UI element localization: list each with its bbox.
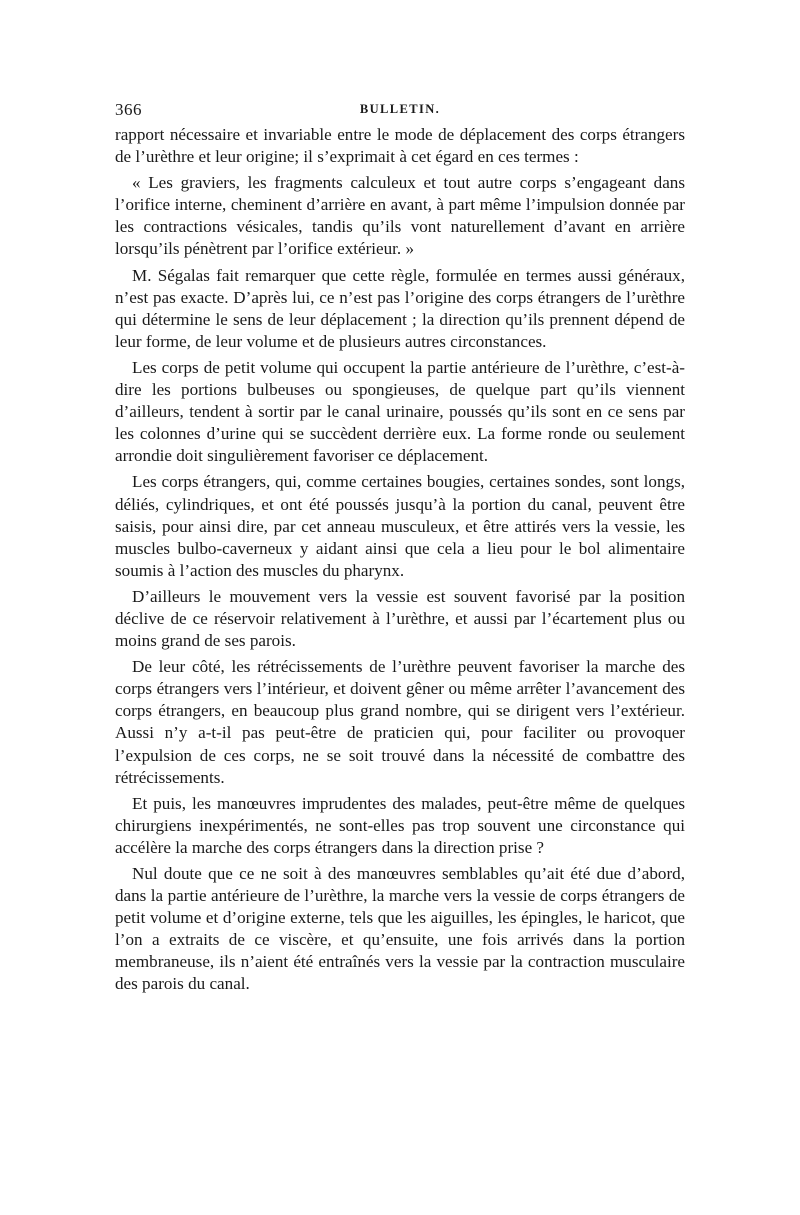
running-title: BULLETIN.	[359, 102, 441, 116]
paragraph: Nul doute que ce ne soit à des manœuvres semblables qu’ait été due d’abord, dans la partie antérieure de l’urèthre, la marche vers la vessie de corps étrangers de petit volume et d’origine externe, tels que les aiguilles, les épingles, le haricot, que l’on a extraits de ce viscère, et qu’ensuite, une fois arrivés dans la portion membraneuse, ils n’aient été entraînés vers la vessie par la contraction musculaire des parois du canal.	[115, 864, 685, 994]
running-header	[115, 96, 685, 124]
body-text	[115, 124, 685, 996]
paragraph: De leur côté, les rétrécissements de l’urèthre peuvent favoriser la marche des corps étrangers vers l’intérieur, et doivent gêner ou même arrêter l’avancement des corps étrangers, en beaucoup plus grand nombre, qui se dirigent vers l’extérieur. Aussi n’y a-t-il pas peut-être de praticien qui, pour faciliter ou provoquer l’expulsion de ces corps, ne se soit trouvé dans la nécessité de combattre des rétrécissements.	[115, 657, 685, 787]
page-number: 366	[115, 100, 142, 119]
paragraph: M. Ségalas fait remarquer que cette règle, formulée en termes aussi généraux, n’est pas exacte. D’après lui, ce n’est pas l’origine des corps étrangers de l’urèthre qui détermine le sens de leur déplacement ; la direction qu’ils prennent dépend de leur forme, de leur volume et de plusieurs autres circonstances.	[115, 265, 685, 351]
paragraph: Et puis, les manœuvres imprudentes des malades, peut-être même de quelques chirurgiens inexpérimentés, ne sont-elles pas trop souvent une circonstance qui accélère la marche des corps étrangers dans la direction prise ?	[115, 793, 685, 857]
paragraph: D’ailleurs le mouvement vers la vessie est souvent favorisé par la position déclive de ce réservoir relativement à l’urèthre, et aussi par l’écartement plus ou moins grand de ses parois.	[115, 586, 685, 651]
paragraph: rapport nécessaire et invariable entre le mode de déplacement des corps étrangers de l’urèthre et leur origine; il s’exprimait à cet égard en ces termes :	[115, 125, 685, 167]
paragraph: « Les graviers, les fragments calculeux et tout autre corps s’engageant dans l’orifice interne, cheminent d’arrière en avant, à part même l’impulsion donnée par les contractions vésicales, tandis qu’ils vont naturellement d’avant en arrière lorsqu’ils pénètrent par l’orifice extérieur. »	[115, 173, 685, 259]
document-page	[115, 96, 685, 1000]
paragraph: Les corps étrangers, qui, comme certaines bougies, certaines sondes, sont longs, déliés, cylindriques, et ont été poussés jusqu’à la portion du canal, peuvent être saisis, pour ainsi dire, par cet anneau musculeux, et être attirés vers la vessie, les muscles bulbo-caverneux y aidant ainsi que cela a lieu pour le bol alimentaire soumis à l’action des muscles du pharynx.	[115, 472, 685, 580]
paragraph: Les corps de petit volume qui occupent la partie antérieure de l’urèthre, c’est-à-dire les portions bulbeuses ou spongieuses, de quelque part qu’ils viennent d’ailleurs, tendent à sortir par le canal urinaire, poussés qu’ils sont en ce sens par les colonnes d’urine qui se succèdent derrière eux. La forme ronde ou seulement arrondie doit singulièrement favoriser ce déplacement.	[115, 357, 685, 466]
